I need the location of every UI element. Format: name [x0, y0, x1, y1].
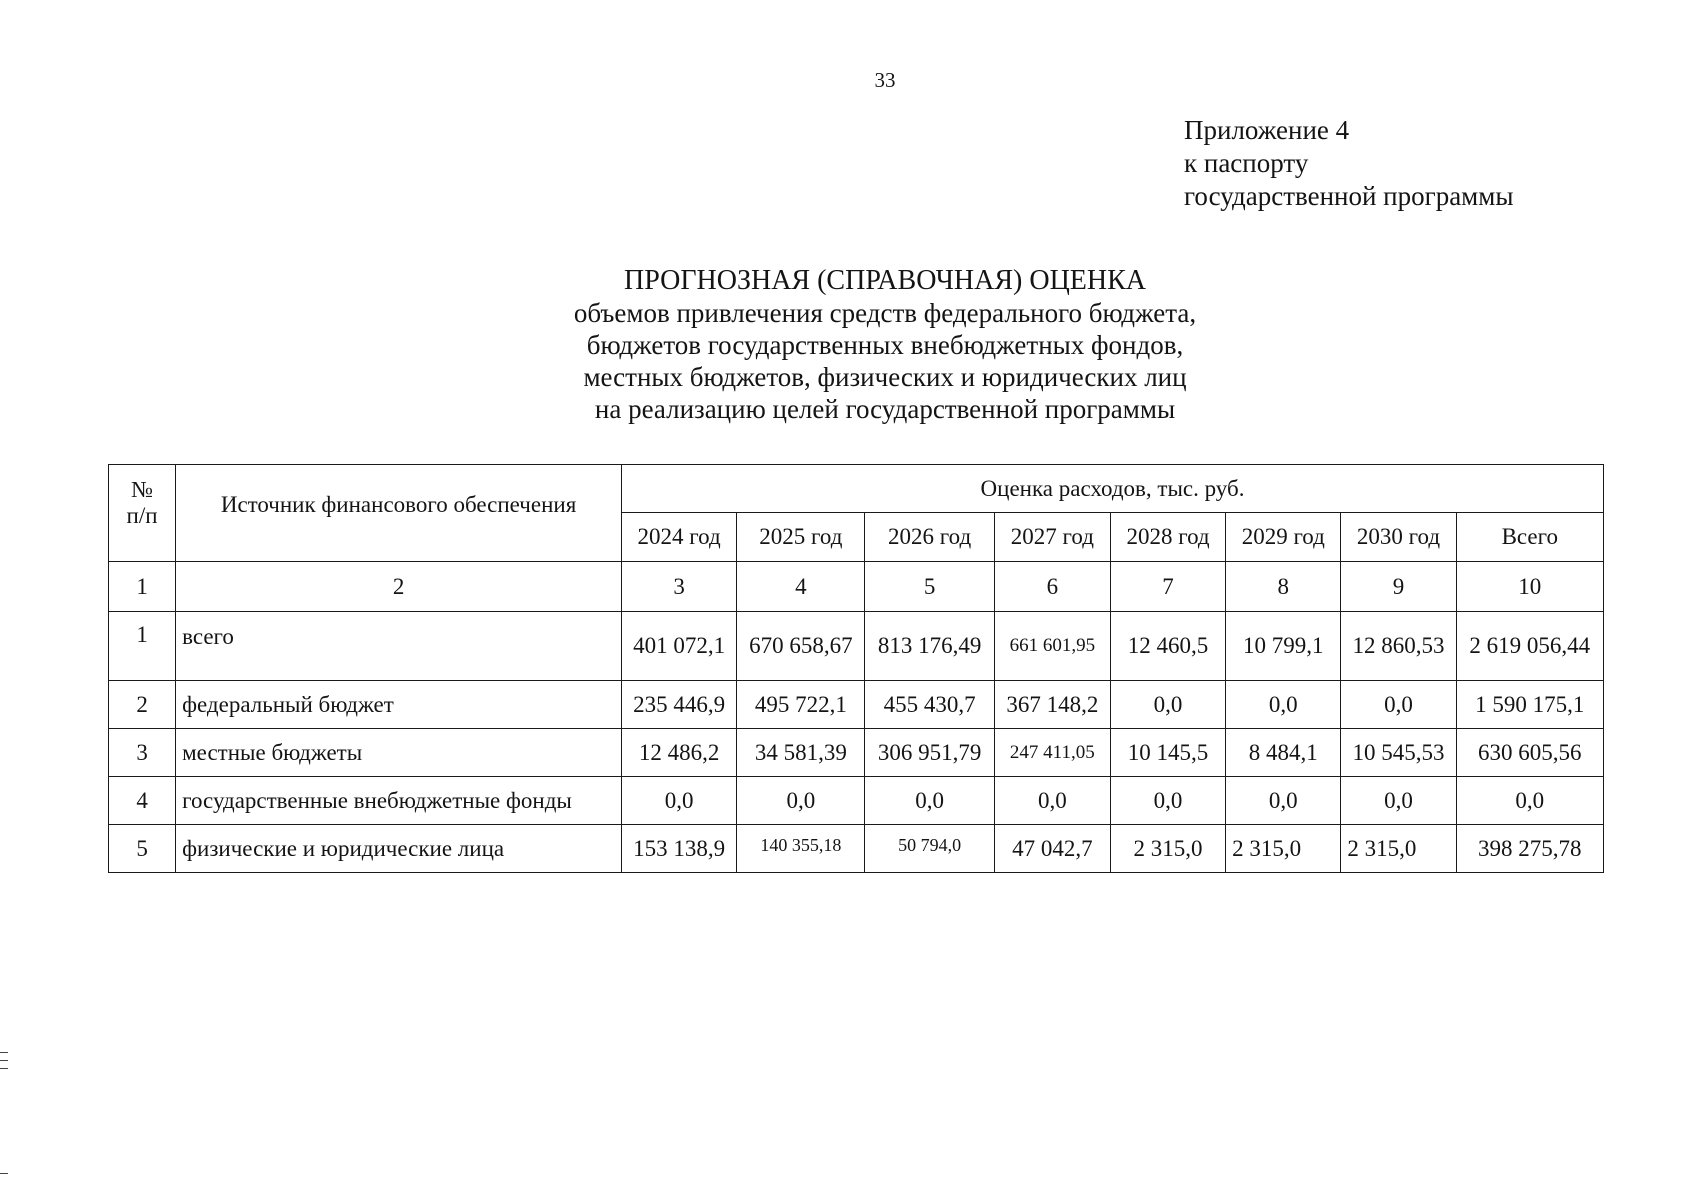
- col-number: 5: [865, 562, 994, 612]
- document-title: [0, 265, 1697, 425]
- table-row: [109, 681, 1604, 729]
- row-value: 306 951,79: [865, 729, 994, 777]
- row-value: 12 460,5: [1110, 612, 1225, 681]
- table-row: [109, 825, 1604, 873]
- header-total: Всего: [1456, 513, 1603, 562]
- appendix-line-2: к паспорту: [1184, 148, 1309, 178]
- row-value: 0,0: [1456, 777, 1603, 825]
- header-num: [109, 465, 176, 562]
- row-value: 398 275,78: [1456, 825, 1603, 873]
- header-year-2028: 2028 год: [1110, 513, 1225, 562]
- row-value: 401 072,1: [622, 612, 737, 681]
- col-number: 9: [1341, 562, 1456, 612]
- col-number: 1: [109, 562, 176, 612]
- header-year-2024: 2024 год: [622, 513, 737, 562]
- row-value: 153 138,9: [622, 825, 737, 873]
- row-value: 0,0: [1226, 777, 1341, 825]
- header-row-top: [109, 465, 1604, 513]
- row-value: 455 430,7: [865, 681, 994, 729]
- funding-table: [108, 464, 1604, 873]
- row-source: всего: [176, 612, 622, 681]
- row-value: 10 545,53: [1341, 729, 1456, 777]
- header-year-2026: 2026 год: [865, 513, 994, 562]
- row-number: 2: [109, 681, 176, 729]
- col-number: 7: [1110, 562, 1225, 612]
- row-number: 4: [109, 777, 176, 825]
- row-number: 5: [109, 825, 176, 873]
- header-num-label: № п/п: [126, 477, 158, 528]
- table-row: [109, 729, 1604, 777]
- row-value: 0,0: [1341, 777, 1456, 825]
- appendix-note: [1184, 114, 1514, 213]
- row-value: 12 486,2: [622, 729, 737, 777]
- col-number: 3: [622, 562, 737, 612]
- row-value: 0,0: [865, 777, 994, 825]
- row-value: 2 315,0: [1341, 825, 1456, 873]
- scan-mark: [0, 1068, 8, 1069]
- col-number: 4: [737, 562, 865, 612]
- header-year-2029: 2029 год: [1226, 513, 1341, 562]
- title-main: ПРОГНОЗНАЯ (СПРАВОЧНАЯ) ОЦЕНКА: [623, 265, 1147, 296]
- row-value: 0,0: [1110, 681, 1225, 729]
- row-value: 50 794,0: [865, 825, 994, 873]
- row-value: 140 355,18: [737, 825, 865, 873]
- row-value: 0,0: [1110, 777, 1225, 825]
- title-line-1: объемов привлечения средств федерального бюджета,: [573, 298, 1197, 328]
- column-number-row: [109, 562, 1604, 612]
- row-value: 367 148,2: [994, 681, 1110, 729]
- title-line-3: местных бюджетов, физических и юридических лиц: [583, 362, 1187, 392]
- scan-mark: [0, 1060, 8, 1061]
- row-value: 2 315,0: [1110, 825, 1225, 873]
- row-value: 2 315,0: [1226, 825, 1341, 873]
- row-value: 47 042,7: [994, 825, 1110, 873]
- header-year-2027: 2027 год: [994, 513, 1110, 562]
- row-source: физические и юридические лица: [176, 825, 622, 873]
- scan-mark: [0, 1173, 8, 1174]
- table-row: [109, 612, 1604, 681]
- row-value: 1 590 175,1: [1456, 681, 1603, 729]
- row-number: 1: [109, 612, 176, 681]
- row-value: 813 176,49: [865, 612, 994, 681]
- col-number: 10: [1456, 562, 1603, 612]
- row-value: 670 658,67: [737, 612, 865, 681]
- row-value: 10 145,5: [1110, 729, 1225, 777]
- row-number: 3: [109, 729, 176, 777]
- row-source: государственные внебюджетные фонды: [176, 777, 622, 825]
- page-number: 33: [874, 68, 896, 92]
- header-year-2025: 2025 год: [737, 513, 865, 562]
- row-value: 0,0: [622, 777, 737, 825]
- row-value: 247 411,05: [994, 729, 1110, 777]
- appendix-line-1: Приложение 4: [1184, 115, 1350, 145]
- row-value: 0,0: [1226, 681, 1341, 729]
- title-line-2: бюджетов государственных внебюджетных фондов,: [586, 330, 1184, 360]
- row-value: 10 799,1: [1226, 612, 1341, 681]
- row-value: 630 605,56: [1456, 729, 1603, 777]
- row-value: 12 860,53: [1341, 612, 1456, 681]
- scan-mark: [0, 1052, 8, 1053]
- row-value: 0,0: [994, 777, 1110, 825]
- appendix-line-3: государственной программы: [1184, 181, 1514, 211]
- col-number: 2: [176, 562, 622, 612]
- row-value: 495 722,1: [737, 681, 865, 729]
- col-number: 8: [1226, 562, 1341, 612]
- row-value: 0,0: [737, 777, 865, 825]
- row-value: 661 601,95: [994, 612, 1110, 681]
- row-source: федеральный бюджет: [176, 681, 622, 729]
- row-source: местные бюджеты: [176, 729, 622, 777]
- header-estimate: Оценка расходов, тыс. руб.: [622, 465, 1604, 513]
- row-value: 0,0: [1341, 681, 1456, 729]
- row-value: 2 619 056,44: [1456, 612, 1603, 681]
- header-source: Источник финансового обеспечения: [176, 465, 622, 562]
- header-year-2030: 2030 год: [1341, 513, 1456, 562]
- col-number: 6: [994, 562, 1110, 612]
- row-value: 8 484,1: [1226, 729, 1341, 777]
- table-row: [109, 777, 1604, 825]
- row-value: 34 581,39: [737, 729, 865, 777]
- row-value: 235 446,9: [622, 681, 737, 729]
- title-line-4: на реализацию целей государственной программы: [594, 394, 1176, 424]
